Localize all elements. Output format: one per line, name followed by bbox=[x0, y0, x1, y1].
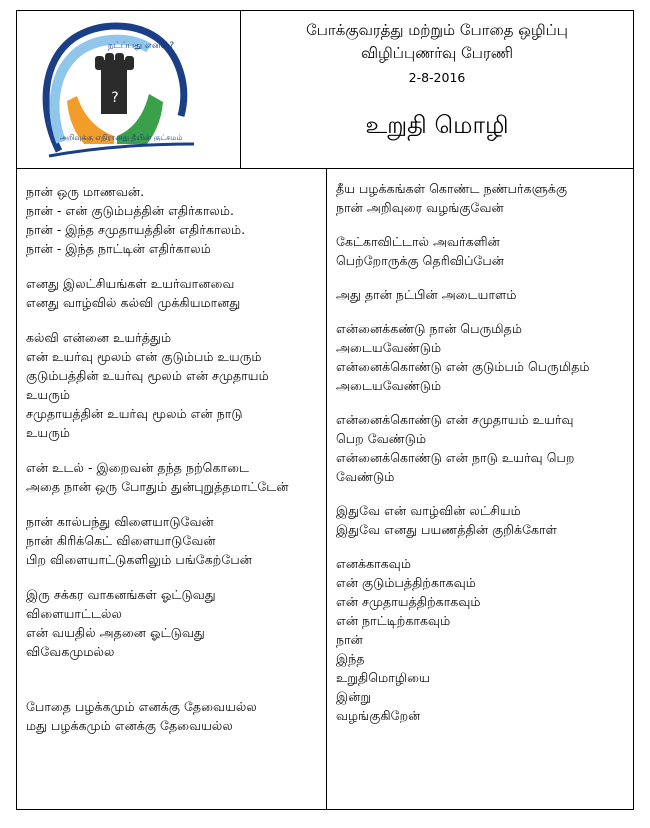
pledge-line: இரு சக்கர வாகனங்கள் ஓட்டுவது bbox=[26, 587, 216, 602]
stanza bbox=[336, 319, 633, 395]
right-column bbox=[327, 169, 633, 809]
pledge-line: என்னைக்கொண்டு என் குடும்பம் பெருமிதம் bbox=[336, 359, 590, 374]
pledge-line: நான் அறிவுரை வழங்குவேன் bbox=[336, 200, 504, 215]
raised-fist-hands-logo-icon bbox=[29, 16, 199, 161]
stanza bbox=[26, 182, 326, 258]
pledge-line: எனக்காகவும் bbox=[336, 556, 411, 571]
pledge-line: என்னைக்கொண்டு என் நாடு உயர்வு பெற bbox=[336, 450, 575, 465]
pledge-line: என்னைக்கண்டு நான் பெருமிதம் bbox=[336, 321, 523, 336]
pledge-line: கல்வி என்னை உயர்த்தும் bbox=[26, 330, 172, 345]
pledge-line: விளையாட்டல்ல bbox=[26, 606, 122, 621]
pledge-heading: உறுதி மொழி bbox=[365, 111, 509, 139]
stanza bbox=[336, 232, 633, 270]
pledge-line: என் நாட்டிற்காகவும் bbox=[336, 613, 451, 628]
pledge-line: என் உடல் - இறைவன் தந்த நற்கொடை bbox=[26, 460, 250, 475]
pledge-line: தீய பழக்கங்கள் கொண்ட நண்பர்களுக்கு bbox=[336, 181, 568, 196]
pledge-line: இன்று bbox=[336, 689, 371, 704]
pledge-line: அடையவேண்டும் bbox=[336, 340, 442, 355]
event-title-line-1: போக்குவரத்து மற்றும் போதை ஒழிப்பு bbox=[306, 21, 568, 39]
stanza bbox=[336, 554, 633, 725]
title-cell bbox=[241, 11, 633, 168]
pledge-line: வழங்குகிறேன் bbox=[336, 708, 421, 723]
stanza bbox=[26, 697, 326, 735]
pledge-line: பிற விளையாட்டுகளிலும் பங்கேற்பேன் bbox=[26, 552, 252, 567]
pledge-line: இதுவே என் வாழ்வின் லட்சியம் bbox=[336, 503, 521, 518]
pledge-line: விவேகமுமல்ல bbox=[26, 644, 115, 659]
pledge-line: நான் ஒரு மாணவன். bbox=[26, 184, 145, 199]
logo-top-text: நட்ப்பது எனன? bbox=[107, 41, 175, 51]
logo-bottom-text: அறிவுக்கு எதிரானது தீயின் குட்சமம் bbox=[59, 133, 183, 142]
pledge-line: நான் bbox=[336, 632, 363, 647]
stanza bbox=[336, 179, 633, 217]
pledge-line: மது பழக்கமும் எனக்கு தேவையல்ல bbox=[26, 718, 233, 733]
stanza bbox=[336, 410, 633, 486]
left-column bbox=[17, 169, 327, 809]
pledge-line: போதை பழக்கமும் எனக்கு தேவையல்ல bbox=[26, 699, 257, 714]
pledge-line: நான் - என் குடும்பத்தின் எதிர்காலம். bbox=[26, 203, 235, 218]
pledge-line: என் குடும்பத்திற்காகவும் bbox=[336, 575, 476, 590]
pledge-line: இதுவே எனது பயணத்தின் குறிக்கோள் bbox=[336, 522, 558, 537]
header-row bbox=[17, 11, 633, 169]
pledge-line: நான் கிரிக்கெட் விளையாடுவேன் bbox=[26, 533, 216, 548]
pledge-line: அதை நான் ஒரு போதும் துன்புறுத்தமாட்டேன் bbox=[26, 479, 289, 494]
stanza bbox=[26, 512, 326, 569]
pledge-line: உறுதிமொழியை bbox=[336, 670, 430, 685]
stanza bbox=[26, 458, 326, 496]
pledge-line: அது தான் நட்பின் அடையாளம் bbox=[336, 287, 517, 302]
pledge-line: என்னைக்கொண்டு என் சமுதாயம் உயர்வு bbox=[336, 412, 574, 427]
pledge-line: பெற வேண்டும் bbox=[336, 431, 427, 446]
pledge-line: நான் கால்பந்து விளையாடுவேன் bbox=[26, 514, 214, 529]
stanza bbox=[336, 501, 633, 539]
pledge-line: எனது வாழ்வில் கல்வி முக்கியமானது bbox=[26, 295, 241, 310]
stanza bbox=[336, 285, 633, 304]
pledge-line: அடையவேண்டும் bbox=[336, 378, 442, 393]
pledge-line: நான் - இந்த சமுதாயத்தின் எதிர்காலம். bbox=[26, 222, 246, 237]
event-title-line-2: விழிப்புணர்வு பேரணி bbox=[360, 44, 514, 62]
pledge-body bbox=[17, 169, 633, 809]
event-date: 2-8-2016 bbox=[408, 70, 466, 85]
pledge-line: பெற்றோருக்கு தெரிவிப்பேன் bbox=[336, 253, 504, 268]
pledge-line: குடும்பத்தின் உயர்வு மூலம் என் சமுதாயம் bbox=[26, 368, 269, 383]
pledge-sheet bbox=[16, 10, 634, 810]
pledge-line: என் வயதில் அதனை ஓட்டுவது bbox=[26, 625, 205, 640]
pledge-line: வேண்டும் bbox=[336, 469, 395, 484]
stanza bbox=[26, 328, 326, 442]
svg-text:?: ? bbox=[111, 90, 119, 106]
logo-cell bbox=[17, 11, 241, 168]
pledge-line: நான் - இந்த நாட்டின் எதிர்காலம் bbox=[26, 241, 211, 256]
pledge-line: இந்த bbox=[336, 651, 365, 666]
pledge-line: உயரும் bbox=[26, 425, 71, 440]
pledge-line: என் சமுதாயத்திற்காகவும் bbox=[336, 594, 481, 609]
pledge-line: கேட்காவிட்டால் அவர்களின் bbox=[336, 234, 500, 249]
stanza bbox=[26, 585, 326, 661]
pledge-line: சமுதாயத்தின் உயர்வு மூலம் என் நாடு bbox=[26, 406, 243, 421]
pledge-line: உயரும் bbox=[26, 387, 71, 402]
pledge-line: என் உயர்வு மூலம் என் குடும்பம் உயரும் bbox=[26, 349, 262, 364]
pledge-line: எனது இலட்சியங்கள் உயர்வானவை bbox=[26, 276, 235, 291]
stanza bbox=[26, 274, 326, 312]
